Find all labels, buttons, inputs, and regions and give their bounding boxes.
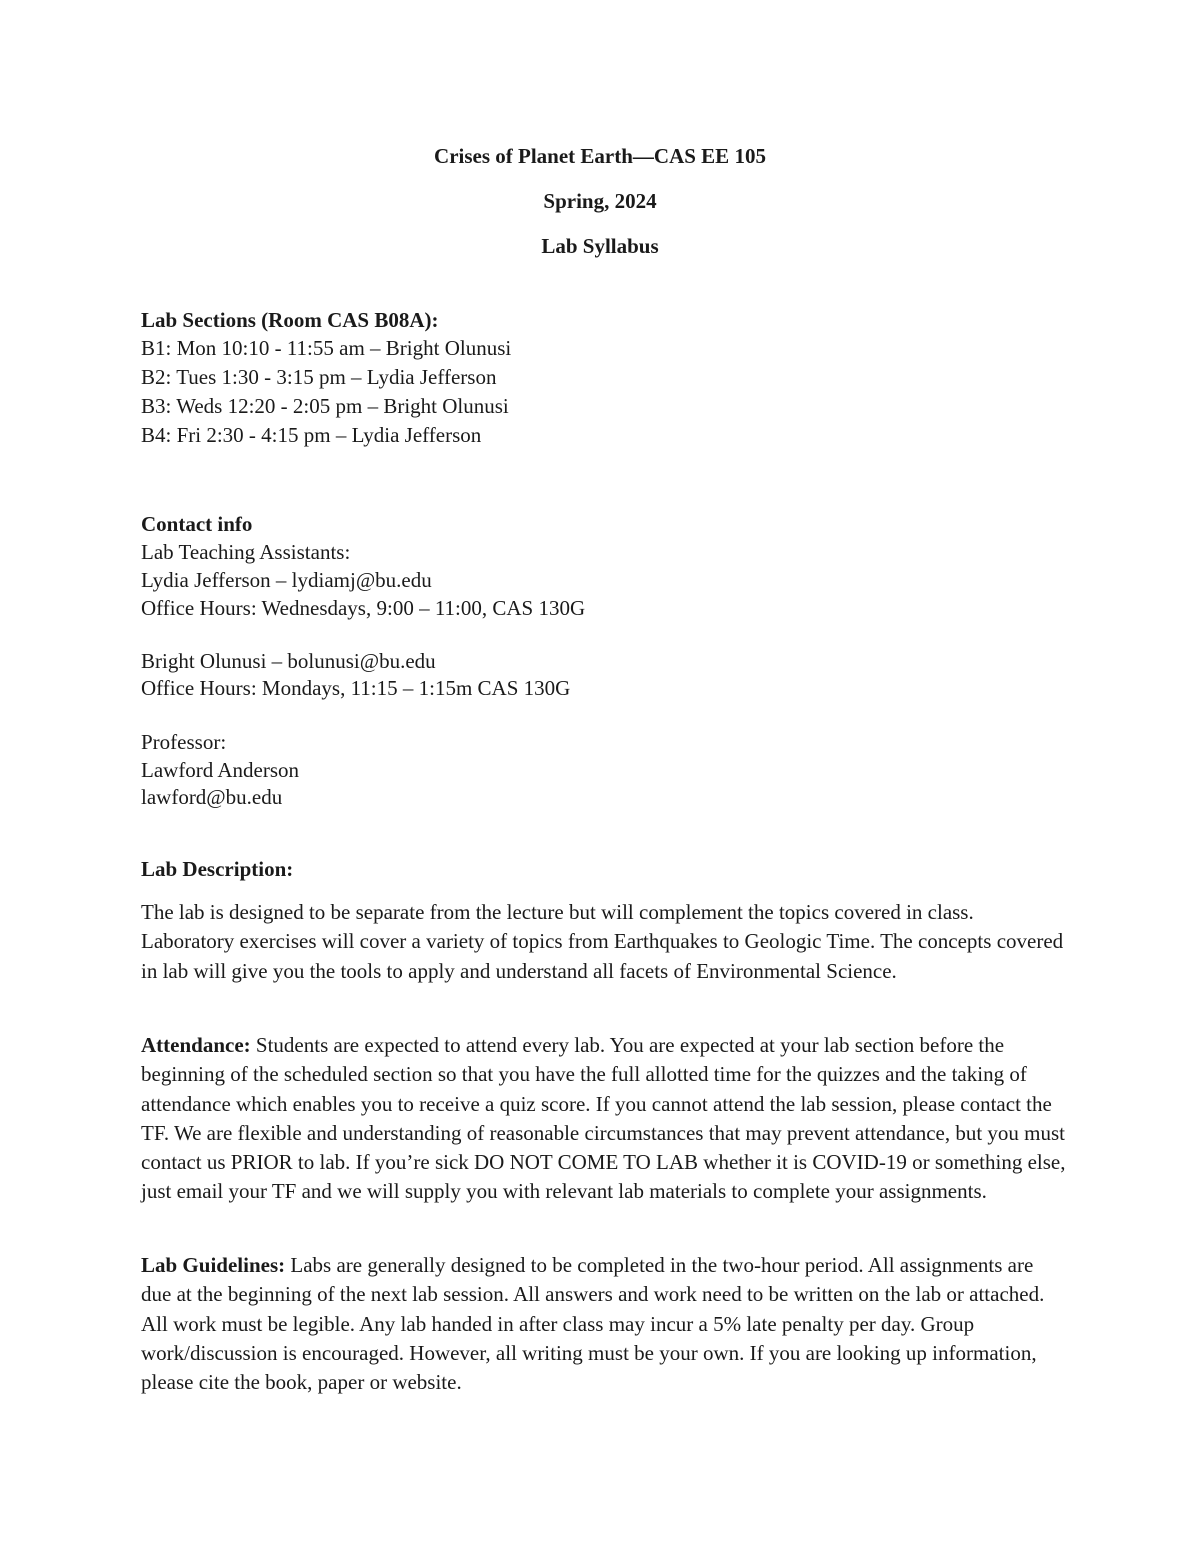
document-title: Lab Syllabus	[541, 234, 659, 258]
lab-section-b1: B1: Mon 10:10 - 11:55 am – Bright Olunusi	[141, 336, 512, 360]
course-title: Crises of Planet Earth—CAS EE 105	[434, 144, 766, 168]
ta1-contact: Lydia Jefferson – lydiamj@bu.edu	[141, 568, 432, 592]
contact-heading: Contact info	[141, 512, 253, 536]
lab-section-b4: B4: Fri 2:30 - 4:15 pm – Lydia Jefferson	[141, 423, 482, 447]
term-heading: Spring, 2024	[543, 189, 657, 213]
professor-email: lawford@bu.edu	[141, 785, 283, 809]
ta2-contact: Bright Olunusi – bolunusi@bu.edu	[141, 649, 436, 673]
professor-name: Lawford Anderson	[141, 758, 300, 782]
lab-guidelines-label: Lab Guidelines:	[141, 1253, 286, 1277]
lab-guidelines-paragraph	[141, 1251, 1066, 1397]
lab-guidelines-body: Labs are generally designed to be completed in the two-hour period. All assignments are due at the beginning of the next lab session. All answers and work need to be written on the lab or attached. All work must be legible. Any lab handed in after class may incur a 5% late penalty per day. Group work/discussion is encouraged. However, all writing must be your own. If you are looking up information, please cite the book, paper or website.	[141, 1253, 1045, 1395]
ta1-office-hours: Office Hours: Wednesdays, 9:00 – 11:00, CAS 130G	[141, 596, 586, 620]
lab-description-heading: Lab Description:	[141, 857, 294, 881]
attendance-label: Attendance:	[141, 1033, 251, 1057]
lab-section-b2: B2: Tues 1:30 - 3:15 pm – Lydia Jefferson	[141, 365, 497, 389]
professor-label: Professor:	[141, 730, 227, 754]
lab-description-paragraph: The lab is designed to be separate from the lecture but will complement the topics covered in class. Laboratory exercises will cover a variety of topics from Earthquakes to Geologic Time. The concepts covered in lab will give you the tools to apply and understand all facets of Environmental Science.	[141, 900, 1064, 983]
lab-sections-heading: Lab Sections (Room CAS B08A):	[141, 308, 439, 332]
attendance-body: Students are expected to attend every lab. You are expected at your lab section before the beginning of the scheduled section so that you have the full allotted time for the quizzes and the taking of attendance which enables you to receive a quiz score. If you cannot attend the lab session, please contact the TF. We are flexible and understanding of reasonable circumstances that may prevent attendance, but you must contact us PRIOR to lab. If you’re sick DO NOT COME TO LAB whether it is COVID-19 or something else, just email your TF and we will supply you with relevant lab materials to complete your assignments.	[141, 1033, 1066, 1204]
ta-label: Lab Teaching Assistants:	[141, 540, 351, 564]
attendance-paragraph	[141, 1031, 1066, 1207]
ta2-office-hours: Office Hours: Mondays, 11:15 – 1:15m CAS 130G	[141, 676, 571, 700]
lab-section-b3: B3: Weds 12:20 - 2:05 pm – Bright Olunusi	[141, 394, 509, 418]
